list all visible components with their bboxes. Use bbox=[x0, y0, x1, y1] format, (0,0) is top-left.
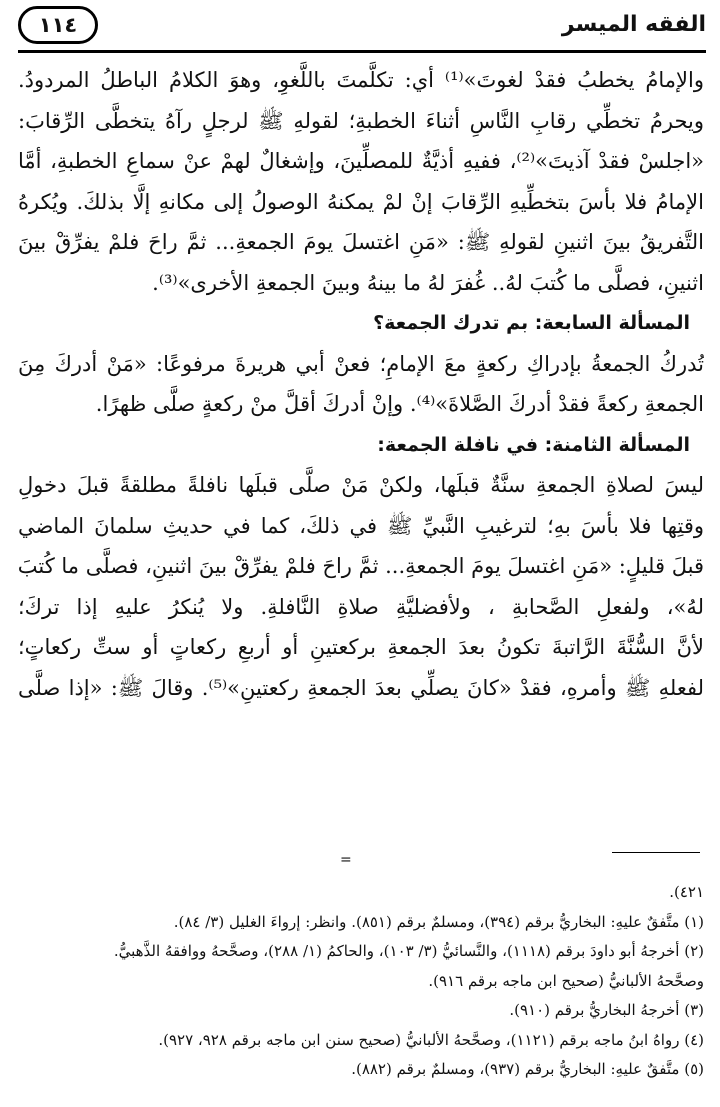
text-line: والإمامُ يخطبُ فقدْ لغوتَ»⁽¹⁾ أي: تكلَّمتَ باللَّغوِ، وهوَ الكلامُ الباطلُ المردودُ. bbox=[18, 68, 704, 92]
text-line: ويحرمُ تخطِّي رقابِ النَّاسِ أثناءَ الخطبةِ؛ لقولهِ ﷺ لرجلٍ رآهُ يتخطَّى الرِّقابَ: bbox=[18, 108, 704, 133]
text-line: قبلَ قليلٍ: «مَنِ اغتسلَ يومَ الجمعةِ... ثمَّ راحَ فلمْ يفرِّقْ بينَ اثنينِ، فصلَّى ما كُتبَ bbox=[18, 554, 704, 578]
text-line: التَّفريقُ بينَ اثنينِ لقولهِ ﷺ: «مَنِ اغتسلَ يومَ الجمعةِ... ثمَّ راحَ فلمْ يفرِّقْ بينَ bbox=[18, 230, 704, 254]
text-line: لفعلهِ ﷺ وأمرهِ، فقدْ «كانَ يصلِّي بعدَ الجمعةِ ركعتينِ»⁽⁵⁾. وقالَ ﷺ: «إذا صلَّى bbox=[18, 675, 704, 700]
text-line: «اجلسْ فقدْ آذيتَ»⁽²⁾، ففيهِ أذيَّةٌ للمصلِّينَ، وإشغالٌ لهمْ عنْ سماعِ الخطبةِ، أمَّا bbox=[18, 149, 704, 173]
text-line: الجمعةِ ركعةً فقدْ أدركَ الصَّلاةَ»⁽⁴⁾. وإنْ أدركَ أقلَّ منْ ركعةٍ صلَّى ظهرًا. bbox=[95, 392, 704, 416]
running-header bbox=[18, 6, 706, 53]
page-number: ١١٤ bbox=[18, 6, 98, 44]
section-heading: المسألة الثامنة: في نافلة الجمعة: bbox=[377, 433, 690, 456]
text-line: ليسَ لصلاةِ الجمعةِ سنَّةٌ قبلَها، ولكنْ مَنْ صلَّى قبلَها نافلةً مطلقةً قبلَ دخولِ bbox=[18, 473, 704, 497]
footnote-separator bbox=[612, 852, 700, 853]
book-title: الفقه الميسر bbox=[561, 12, 706, 37]
footnotes bbox=[18, 878, 704, 1085]
footnote: (٢) أخرجهُ أبو داودَ برقم (١١١٨)، والنَّسائيُّ (٣/ ١٠٣)، والحاكمُ (١/ ٢٨٨)، وصحَّحهُ ووافقهُ الذَّهبيُّ. bbox=[113, 942, 704, 960]
footnote: (٤) رواهُ ابنُ ماجه برقم (١١٢١)، وصحَّحهُ الألبانيُّ (صحيح سنن ابن ماجه برقم ٩٢٨، ٩٢٧). bbox=[158, 1030, 704, 1049]
footnote: وصحَّحهُ الألبانيُّ (صحيح ابن ماجه برقم ٩١٦). bbox=[428, 971, 704, 990]
text-line: لأنَّ السُّنَّةَ الرَّاتبةَ تكونُ بعدَ الجمعةِ بركعتينِ أو أربعِ ركعاتٍ أو ستِّ ركعاتٍ؛ bbox=[18, 635, 704, 659]
text-line: لهُ»، ولفعلِ الصَّحابةِ ، ولأفضليَّةِ صلاةِ النَّافلةِ. ولا يُنكرُ عليهِ إذا تركَ؛ bbox=[18, 594, 704, 619]
footnote: (٥) متَّفقٌ عليهِ: البخاريُّ برقم (٩٣٧)، ومسلمٌ برقم (٨٨٢). bbox=[351, 1060, 704, 1078]
text-line: وقتِها فلا بأسَ بهِ؛ لترغيبِ النَّبيِّ ﷺ في ذلكَ، كما في حديثِ سلمانَ الماضي bbox=[18, 513, 704, 538]
text-line: تُدركُ الجمعةُ بإدراكِ ركعةٍ معَ الإمامِ؛ فعنْ أبي هريرةَ مرفوعًا: «مَنْ أدركَ مِنَ bbox=[18, 351, 704, 376]
footnote: (١) متَّفقٌ عليهِ: البخاريُّ برقم (٣٩٤)، ومسلمٌ برقم (٨٥١). وانظر: إرواءَ الغليل (٣/ ٨٤). bbox=[173, 912, 704, 931]
footnote: (٣) أخرجهُ البخاريُّ برقم (٩١٠). bbox=[509, 1001, 704, 1019]
text-line: الإمامُ فلا بأسَ بتخطِّيهِ الرِّقابَ إنْ لمْ يمكنهُ الوصولُ إلى مكانهِ إلَّا بذلكَ. ويُكرهُ bbox=[18, 189, 704, 214]
main-text bbox=[18, 60, 704, 708]
text-line: اثنينِ، فصلَّى ما كُتبَ لهُ.. غُفرَ لهُ ما بينهُ وبينَ الجمعةِ الأخرى»⁽³⁾. bbox=[152, 270, 704, 295]
section-heading: المسألة السابعة: بم تدرك الجمعة؟ bbox=[373, 312, 690, 334]
footnote: ٤٢١). bbox=[669, 883, 704, 901]
footnote-continuation-mark: = bbox=[340, 852, 352, 868]
